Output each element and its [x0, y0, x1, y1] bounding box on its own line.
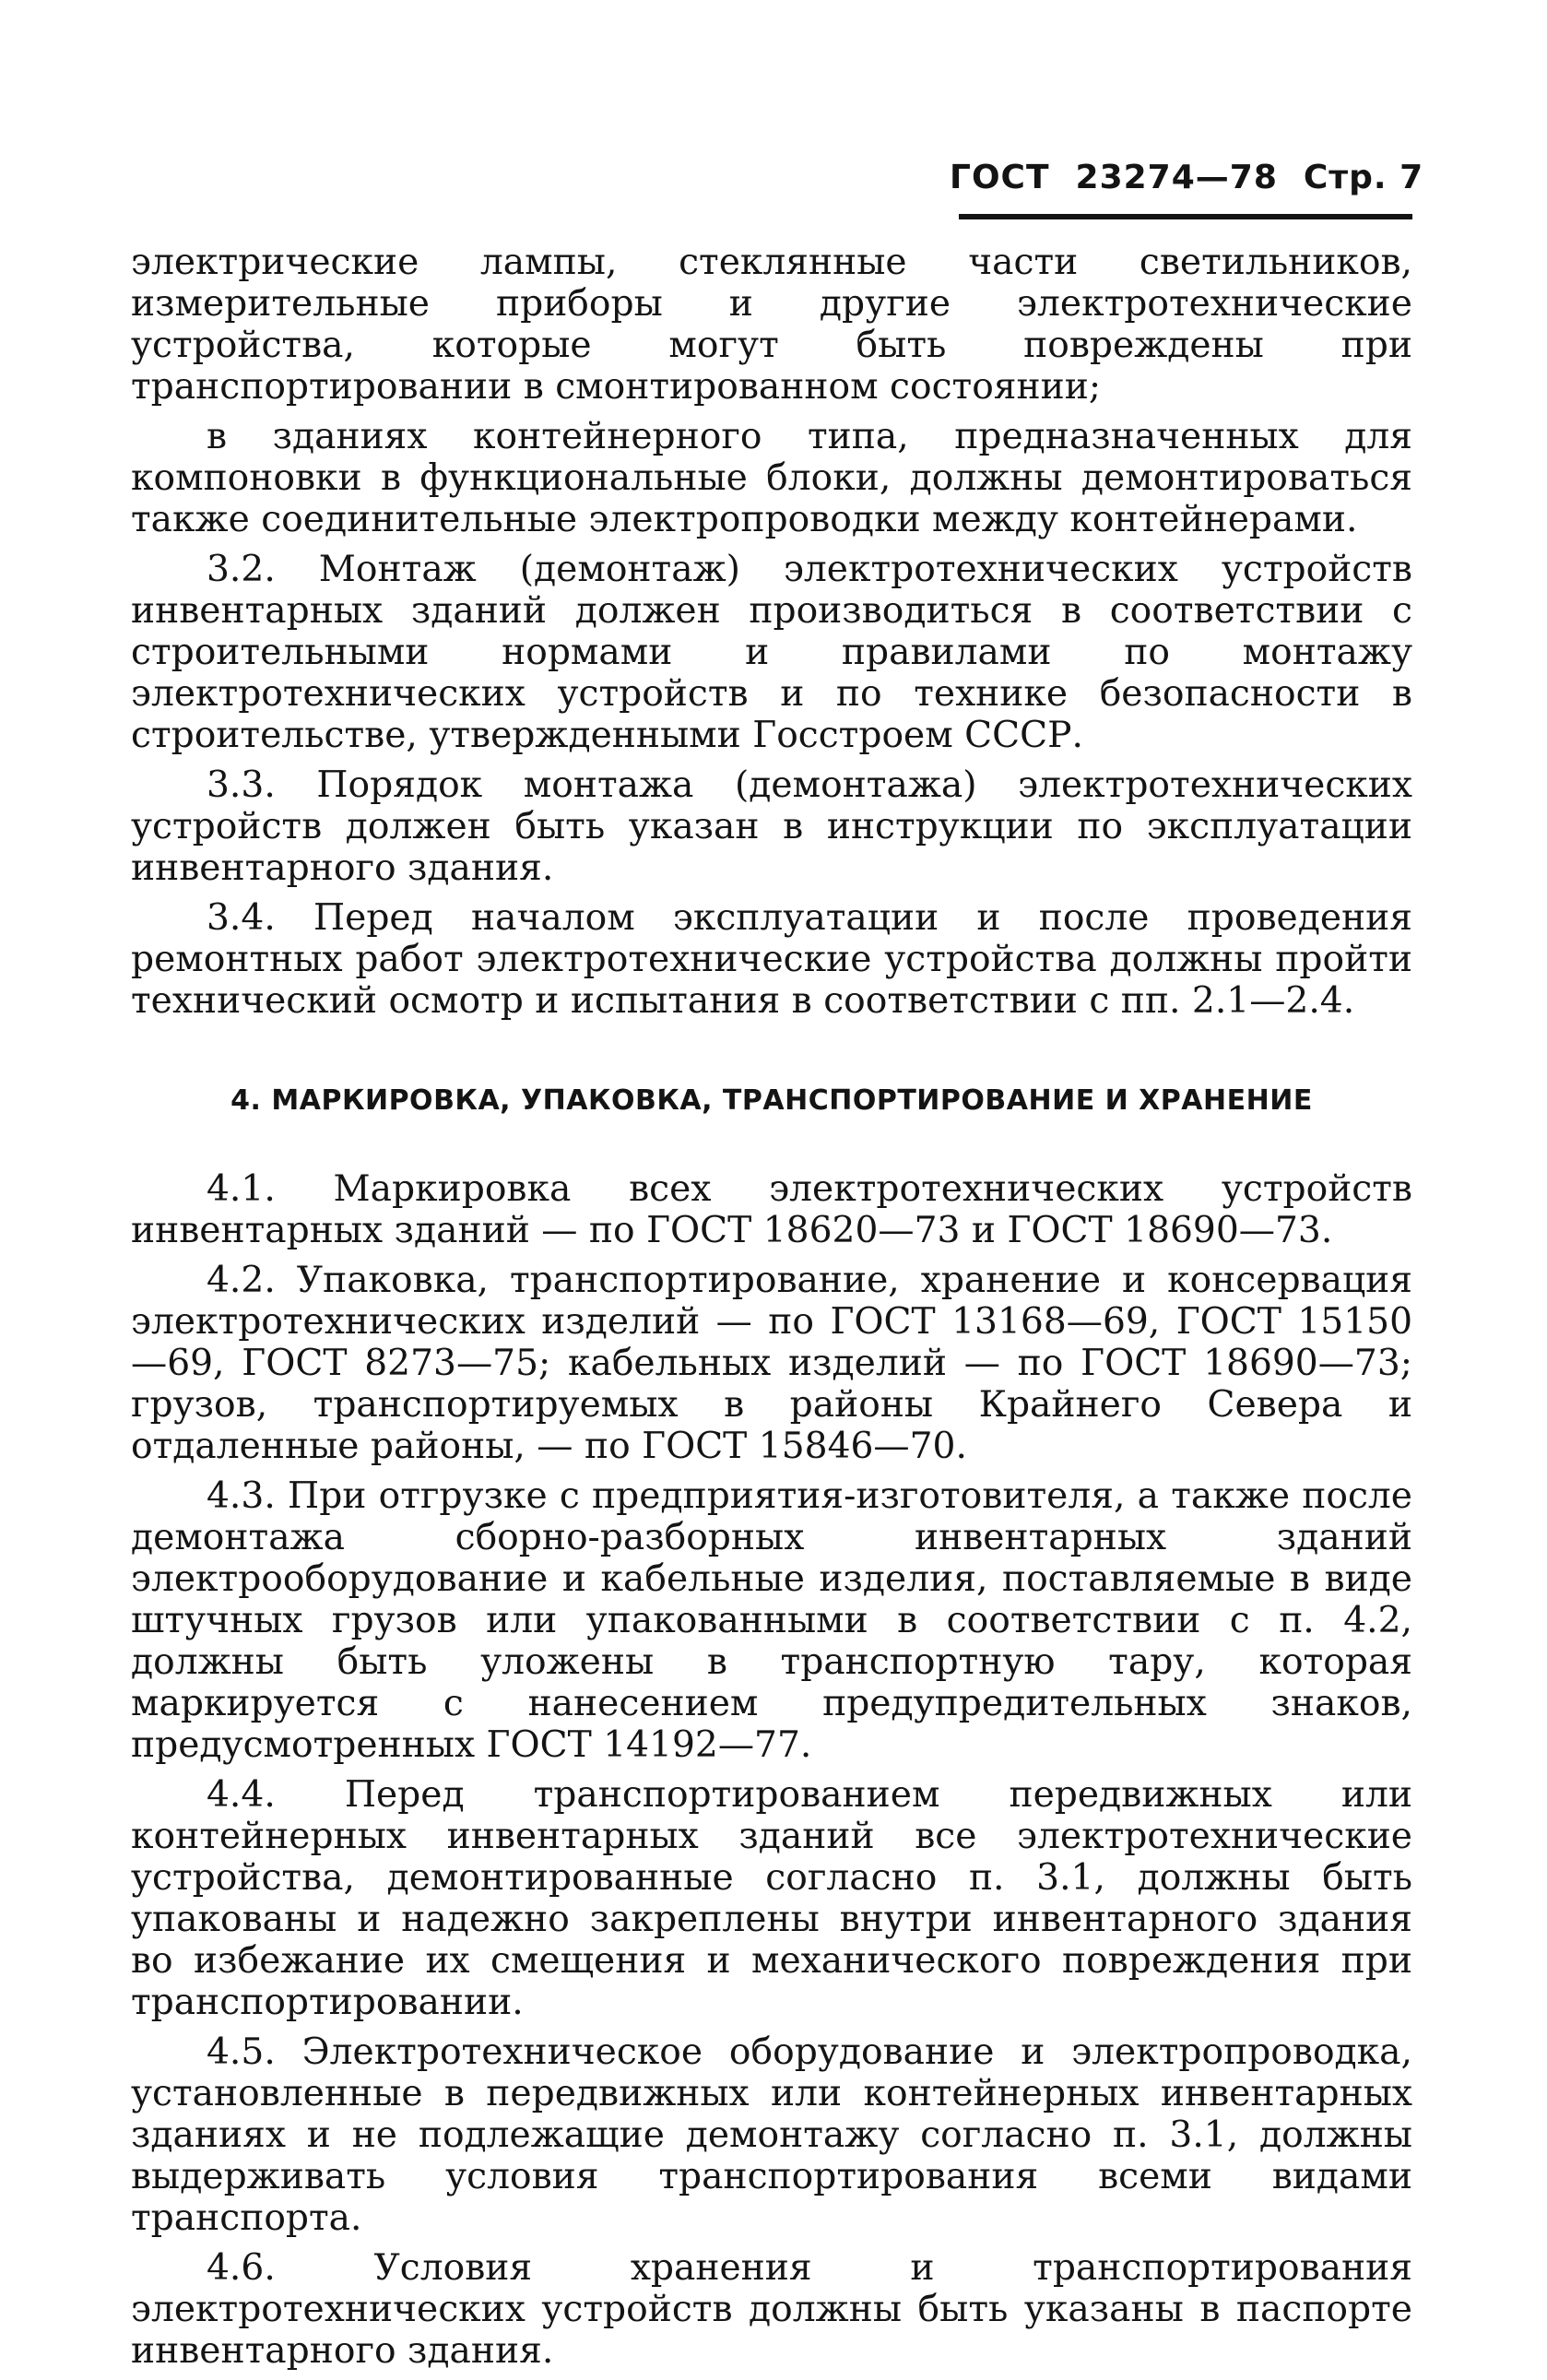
standard-number: 23274—78	[1075, 159, 1278, 196]
standard-label: ГОСТ	[950, 159, 1050, 196]
paragraph-4-5: 4.5. Электротехническое оборудование и электропроводка, установленные в передвижных или контейнерных инвентарных зданиях и не подлежащие демонтажу согласно п. 3.1, должны выдерживать условия транспортирования всеми видами транспорта.	[131, 2031, 1412, 2239]
section-4	[131, 1080, 1412, 2372]
document-body	[131, 242, 1412, 2380]
paragraph-3-4: 3.4. Перед началом эксплуатации и после проведения ремонтных работ электротехнические устройства должны пройти технический осмотр и испытания в соответствии с пп. 2.1—2.4.	[131, 897, 1412, 1022]
paragraph-4-2: 4.2. Упаковка, транспортирование, хранение и консервация электротехнических изделий — по ГОСТ 13168—69, ГОСТ 15150—69, ГОСТ 8273—75; кабельных изделий — по ГОСТ 18690—73; грузов, транспортируемых в районы Крайнего Севера и отдаленные районы, — по ГОСТ 15846—70.	[131, 1260, 1412, 1467]
page-header	[950, 159, 1424, 214]
section-title: 4. МАРКИРОВКА, УПАКОВКА, ТРАНСПОРТИРОВАНИЕ И ХРАНЕНИЕ	[230, 1084, 1313, 1117]
header-rule	[959, 214, 1412, 219]
paragraph-3-1-continuation: электрические лампы, стеклянные части светильников, измерительные приборы и другие электротехнические устройства, которые могут быть повреждены при транспортировании в смонтированном состоянии;	[131, 242, 1412, 408]
paragraph-3-2: 3.2. Монтаж (демонтаж) электротехнических устройств инвентарных зданий должен производиться в соответствии с строительными нормами и правилами по монтажу электротехнических устройств и по технике безопасности в строительстве, утвержденными Госстроем СССР.	[131, 549, 1412, 756]
paragraph-4-3: 4.3. При отгрузке с предприятия-изготовителя, а также после демонтажа сборно-разборных инвентарных зданий электрооборудование и кабельные изделия, поставляемые в виде штучных грузов или упакованными в соответствии с п. 4.2, должны быть уложены в транспортную тару, которая маркируется с нанесением предупредительных знаков, предусмотренных ГОСТ 14192—77.	[131, 1475, 1412, 1766]
paragraph-4-4: 4.4. Перед транспортированием передвижных или контейнерных инвентарных зданий все электротехнические устройства, демонтированные согласно п. 3.1, должны быть упакованы и надежно закреплены внутри инвентарного здания во избежание их смещения и механического повреждения при транспортировании.	[131, 1774, 1412, 2023]
paragraph-3-1-container: в зданиях контейнерного типа, предназначенных для компоновки в функциональные блоки, должны демонтироваться также соединительные электропроводки между контейнерами.	[131, 416, 1412, 540]
paragraph-3-3: 3.3. Порядок монтажа (демонтажа) электротехнических устройств должен быть указан в инструкции по эксплуатации инвентарного здания.	[131, 764, 1412, 889]
paragraph-4-1: 4.1. Маркировка всех электротехнических устройств инвентарных зданий — по ГОСТ 18620—73 и ГОСТ 18690—73.	[131, 1168, 1412, 1251]
paragraph-4-6: 4.6. Условия хранения и транспортирования электротехнических устройств должны быть указаны в паспорте инвентарного здания.	[131, 2247, 1412, 2372]
page-number: Стр. 7	[1303, 159, 1424, 196]
